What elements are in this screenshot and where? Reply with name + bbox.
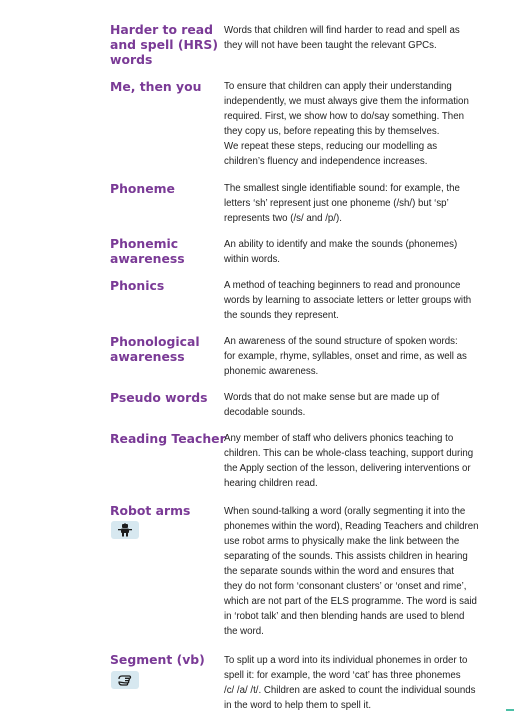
term-phonological-awareness: Phonological awareness — [110, 334, 200, 364]
term-phonics: Phonics — [110, 278, 165, 293]
counting-hand-icon — [111, 671, 139, 689]
term-hrs-words: Harder to read and spell (HRS) words — [110, 22, 218, 67]
definition-phonics: A method of teaching beginners to read and pronounce words by learning to associate letters or letter groups with the sounds they represent. — [224, 280, 472, 321]
term-me-then-you: Me, then you — [110, 79, 202, 94]
definition-phonological-awareness: An awareness of the sound structure of spoken words: for example, rhyme, syllables, onset and rime, as well as phonemic awareness. — [224, 336, 467, 377]
page-corner-mark — [506, 709, 514, 711]
term-reading-teacher: Reading Teacher — [110, 431, 226, 446]
term-segment-vb: Segment (vb) — [110, 652, 205, 667]
definition-reading-teacher: Any member of staff who delivers phonics teaching to children. This can be whole-class teaching, support during the Apply section of the lesson, delivering interventions or hearing children read. — [224, 433, 474, 489]
term-phoneme: Phoneme — [110, 181, 175, 196]
definition-phonemic-awareness: An ability to identify and make the sounds (phonemes) within words. — [224, 239, 458, 265]
definition-pseudo-words: Words that do not make sense but are made up of decodable sounds. — [224, 392, 440, 418]
term-robot-arms: Robot arms — [110, 503, 191, 518]
definition-me-then-you: To ensure that children can apply their understanding independently, we must always give them the information required. First, we show how to do/say something. Then they copy us, before repeating this by themselves. We repeat these steps, reducing our modelling as children’s fluency and independence increases. — [224, 81, 469, 167]
robot-icon — [111, 521, 139, 539]
definition-phoneme: The smallest single identifiable sound: for example, the letters ‘sh’ represent just one phoneme (/sh/) but ‘sp’ represents two (/s/ and /p/). — [224, 183, 460, 224]
definition-hrs-words: Words that children will find harder to read and spell as they will not have been taught the relevant GPCs. — [224, 25, 460, 51]
counting-hand-icon-graphic — [117, 673, 133, 687]
definition-robot-arms: When sound-talking a word (orally segmenting it into the phonemes within the word), Reading Teachers and children use robot arms to physically make the link between the separating of the sounds. This assists children in hearing the separate sounds within the word and ensures that they do not form ‘consonant clusters’ or ‘onset and rime’, which are not part of the ELS programme. The word is said in ‘robot talk’ and then blending hands are used to blend the word. — [224, 506, 479, 637]
term-pseudo-words: Pseudo words — [110, 390, 208, 405]
term-phonemic-awareness: Phonemic awareness — [110, 236, 185, 266]
robot-icon-graphic — [117, 523, 133, 537]
definition-segment-vb: To split up a word into its individual phonemes in order to spell it: for example, the word ‘cat’ has three phonemes /c/ /a/ /t/. Children are asked to count the individual sounds in the word to help them to spell it. — [224, 655, 476, 711]
